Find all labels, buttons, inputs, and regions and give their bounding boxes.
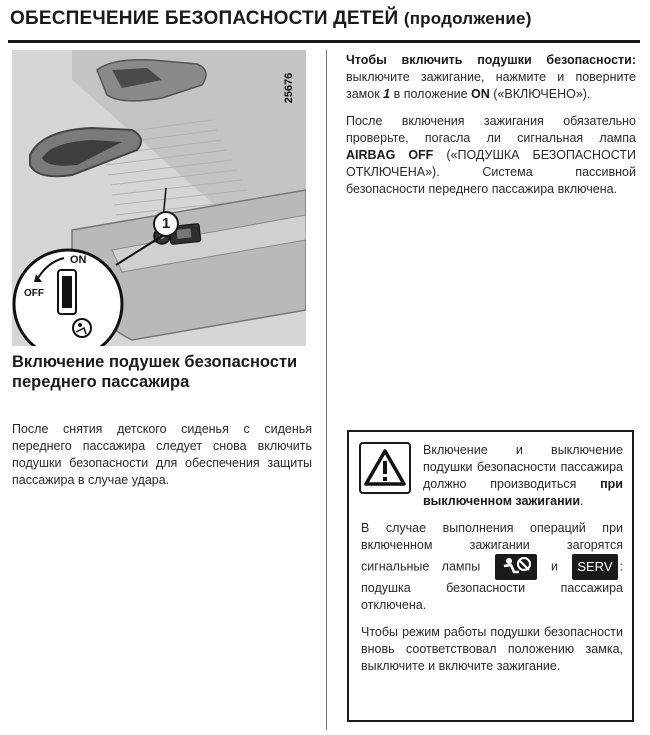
left-body-text: После снятия детского сиденья с сиденья переднего пассажира следует снова включить подушки безопасности для обеспечения защиты пассажира в случае удара. — [12, 422, 312, 487]
column-divider — [326, 50, 327, 730]
warning-paragraph-2: В случае выполнения операций при включенном зажигании загорятся сигнальные лампы и SERV : подушка безопасности пассажира отключена. — [361, 521, 623, 612]
warning-text — [361, 442, 623, 685]
serv-lamp-icon: SERV — [572, 554, 617, 580]
right-column — [346, 52, 636, 208]
switch-off-label: OFF — [24, 288, 44, 299]
warning-box — [347, 430, 634, 722]
figure-number: 25676 — [283, 72, 295, 104]
switch-on-label: ON — [70, 254, 87, 266]
callout-marker: 1 — [153, 211, 179, 237]
door-illustration — [12, 50, 306, 346]
airbag-passenger-icon — [495, 554, 537, 580]
page-title: ОБЕСПЕЧЕНИЕ БЕЗОПАСНОСТИ ДЕТЕЙ — [10, 8, 399, 29]
warning-paragraph-3: Чтобы режим работы подушки безопасности вновь соответствовал положению замка, выключите и включите зажигание. — [361, 625, 623, 673]
paragraph-check: После включения зажигания обязательно проверьте, погасла ли сигнальная лампа AIRBAG OFF («ПОДУШКА БЕЗОПАСНОСТИ ОТКЛЮЧЕНА»). Система пассивной безопасности переднего пассажира включена. — [346, 114, 636, 196]
warning-paragraph-1: Включение и выключение подушки безопасности пассажира должно производиться при выключенном зажигании. — [423, 443, 623, 508]
header-rule — [8, 40, 640, 43]
section-title: Включение подушек безопасности переднего пассажира — [12, 353, 298, 391]
page-header — [10, 8, 532, 30]
door-panel-drawing — [12, 50, 306, 346]
paragraph-enable: Чтобы включить подушки безопасности: выключите зажигание, нажмите и поверните замок 1 в положение ON («ВКЛЮЧЕНО»). — [346, 53, 636, 101]
page-subtitle: (продолжение) — [403, 9, 532, 28]
